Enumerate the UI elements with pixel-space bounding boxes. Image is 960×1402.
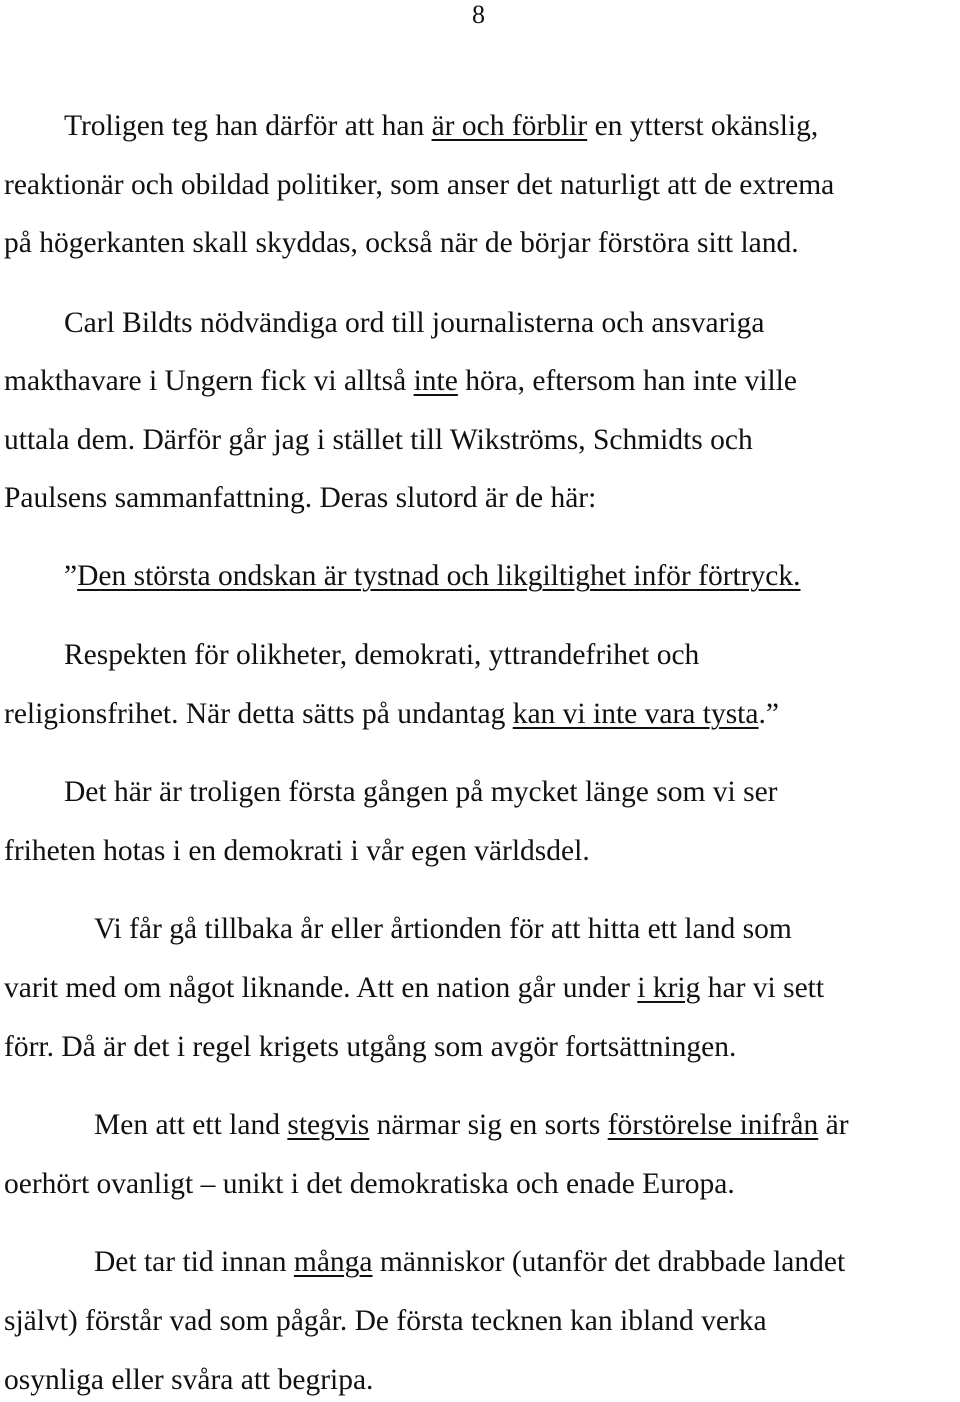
text-run: religionsfrihet. När detta sätts på undantag — [4, 698, 513, 730]
text-run: närmar sig en sorts — [369, 1109, 608, 1141]
underlined-text: inte — [413, 365, 458, 397]
text-run: Men att ett land — [94, 1109, 288, 1141]
paragraph-line: osynliga eller svåra att begripa. — [4, 1364, 374, 1396]
text-run: höra, eftersom han inte ville — [457, 365, 797, 397]
text-run: varit med om något liknande. Att en nation går under — [4, 972, 638, 1004]
text-run: har vi sett — [700, 972, 825, 1004]
underlined-text: är och förblir — [431, 110, 588, 142]
quote-line — [64, 559, 801, 593]
underlined-text: stegvis — [287, 1109, 370, 1141]
paragraph-line: Vi får gå tillbaka år eller årtionden för att hitta ett land som — [94, 913, 792, 945]
underlined-text: Den största ondskan är tystnad och likgiltighet inför förtryck. — [77, 560, 801, 592]
text-run: människor (utanför det drabbade landet — [372, 1246, 846, 1278]
text-run: Det tar tid innan — [94, 1246, 294, 1278]
paragraph-line: oerhört ovanligt – unikt i det demokratiska och enade Europa. — [4, 1168, 735, 1200]
page-number: 8 — [472, 0, 485, 29]
underlined-text: många — [293, 1246, 373, 1278]
quote-mark: ” — [64, 560, 78, 592]
paragraph-line — [94, 1108, 849, 1142]
text-run: är — [818, 1109, 849, 1141]
paragraph-line: friheten hotas i en demokrati i vår egen världsdel. — [4, 835, 590, 867]
text-run: .” — [758, 698, 779, 730]
paragraph-line — [64, 109, 818, 143]
paragraph-line: självt) förstår vad som pågår. De första tecknen kan ibland verka — [4, 1305, 767, 1337]
paragraph-line: Carl Bildts nödvändiga ord till journalisterna och ansvariga — [64, 307, 765, 339]
paragraph-line — [4, 971, 824, 1005]
underlined-text: i krig — [637, 972, 701, 1004]
paragraph-line: Paulsens sammanfattning. Deras slutord är de här: — [4, 482, 597, 514]
text-run: Troligen teg han därför att han — [64, 110, 432, 142]
paragraph-line: uttala dem. Därför går jag i stället till Wikströms, Schmidts och — [4, 424, 753, 456]
paragraph-line — [94, 1245, 845, 1279]
paragraph-line: förr. Då är det i regel krigets utgång som avgör fortsättningen. — [4, 1031, 737, 1063]
paragraph-line: reaktionär och obildad politiker, som anser det naturligt att de extrema — [4, 169, 835, 201]
underlined-text: förstörelse inifrån — [607, 1109, 819, 1141]
quote-line: Respekten för olikheter, demokrati, yttrandefrihet och — [64, 639, 700, 671]
paragraph-line: på högerkanten skall skyddas, också när de börjar förstöra sitt land. — [4, 227, 799, 259]
paragraph-line — [4, 364, 797, 398]
underlined-text: kan vi inte vara tysta — [512, 698, 759, 730]
quote-line — [4, 697, 779, 731]
paragraph-line: Det här är troligen första gången på mycket länge som vi ser — [64, 776, 778, 808]
text-run: makthavare i Ungern fick vi alltså — [4, 365, 414, 397]
text-run: en ytterst okänslig, — [587, 110, 819, 142]
